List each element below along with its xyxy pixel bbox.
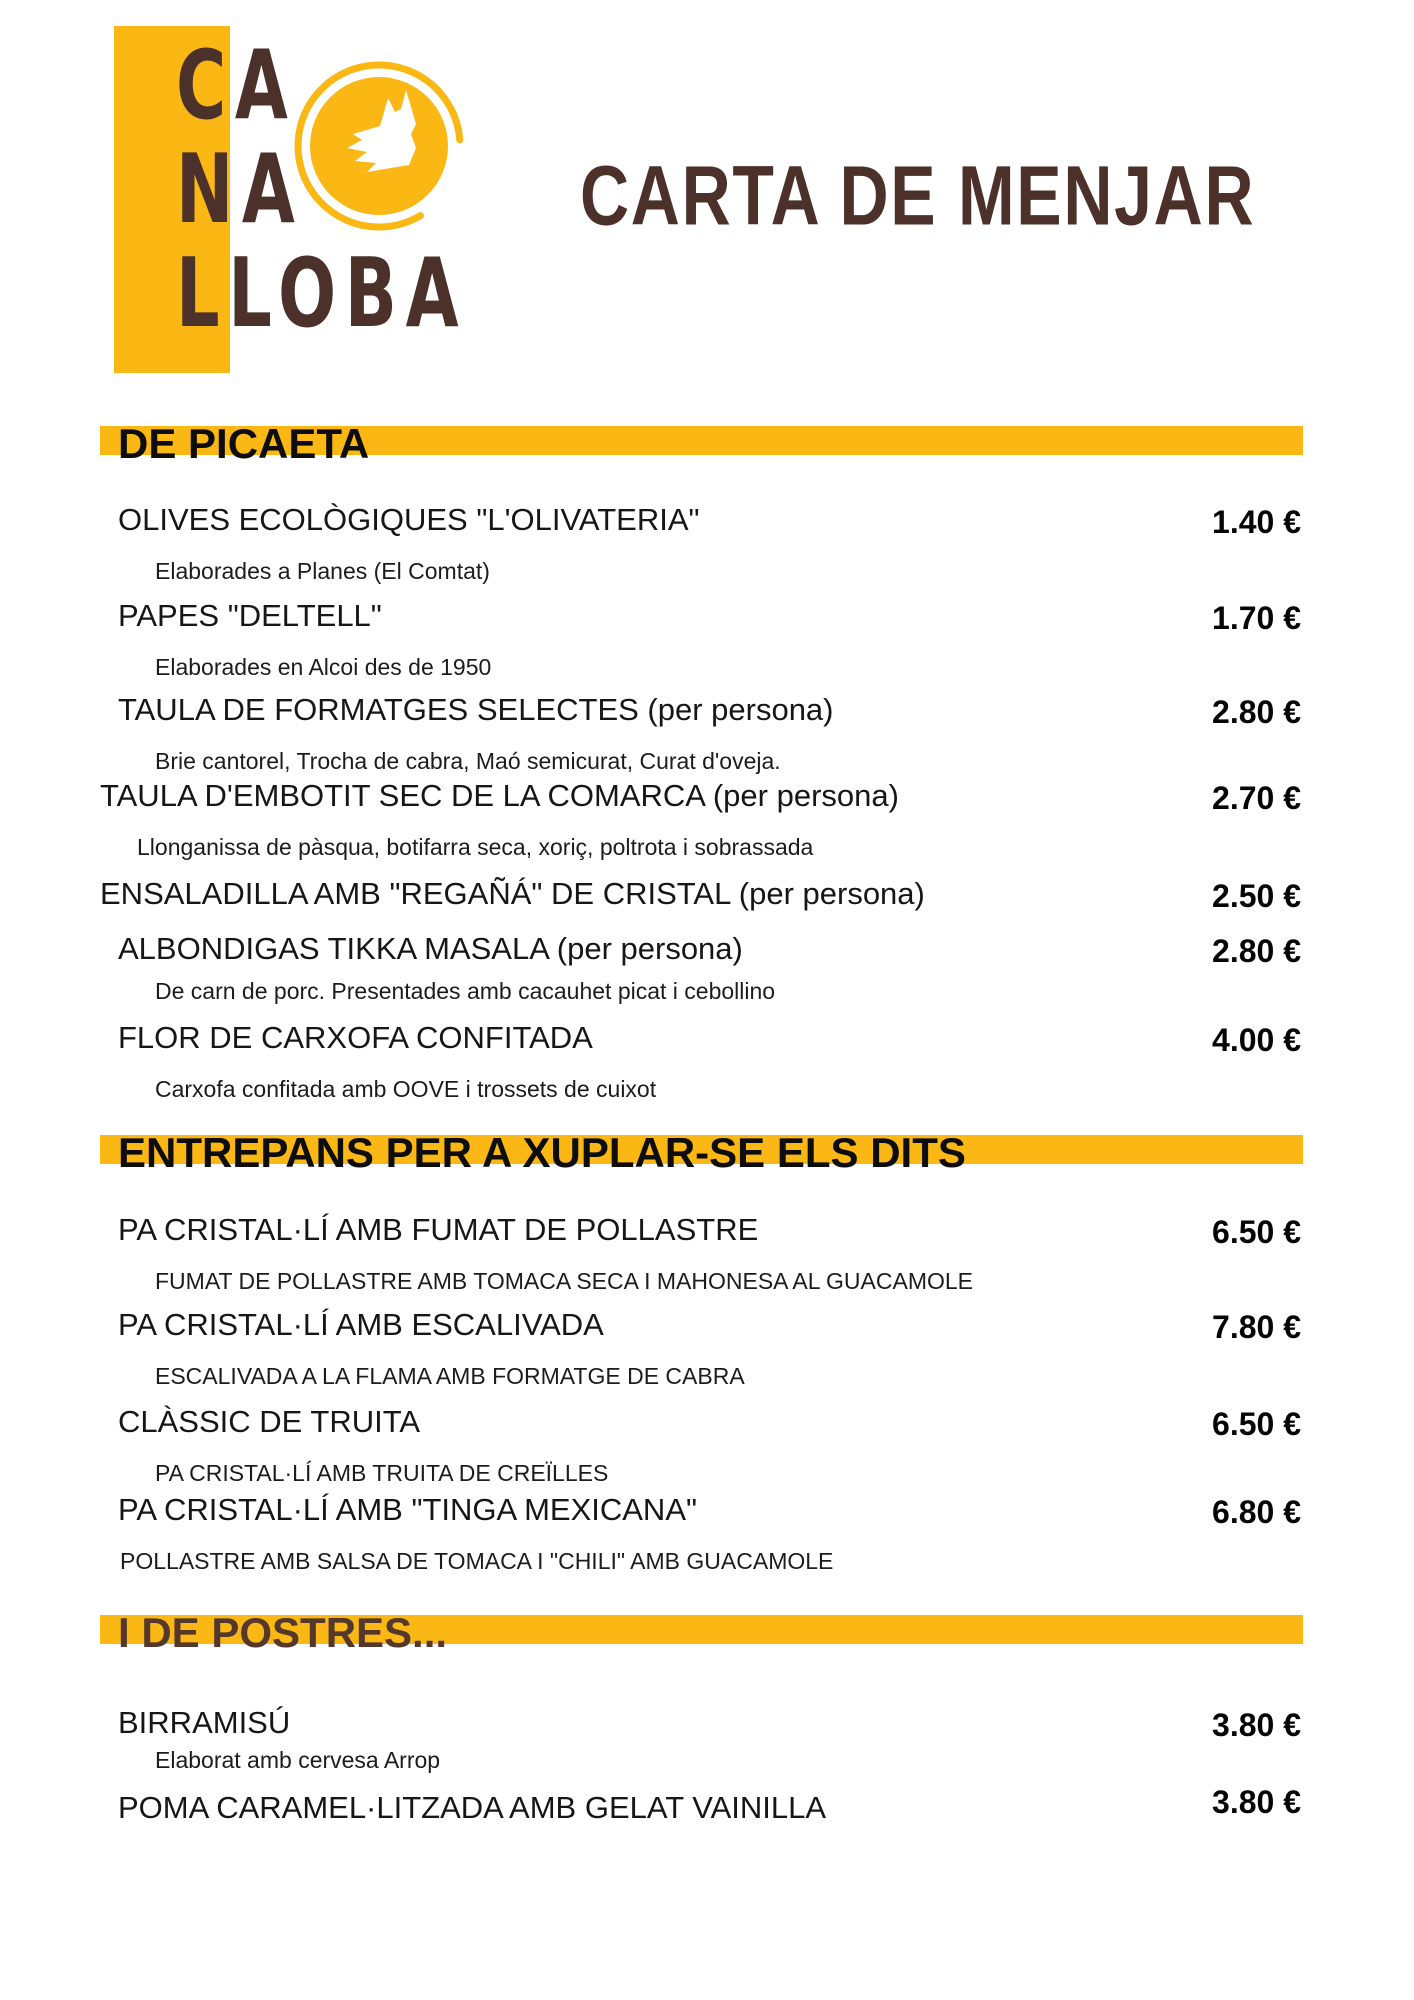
menu-item-desc: POLLASTRE AMB SALSA DE TOMACA I "CHILI" AMB GUACAMOLE bbox=[120, 1548, 834, 1574]
menu-item-desc: Brie cantorel, Trocha de cabra, Maó semicurat, Curat d'oveja. bbox=[155, 748, 781, 774]
page-title: CARTA DE MENJAR bbox=[580, 149, 1256, 243]
menu-item-price: 2.80 € bbox=[1212, 933, 1301, 969]
menu-item-desc: Llonganissa de pàsqua, botifarra seca, xoriç, poltrota i sobrassada bbox=[137, 834, 814, 860]
brand-line-1: CA bbox=[176, 31, 297, 141]
menu-item-desc: Elaborat amb cervesa Arrop bbox=[155, 1747, 441, 1773]
menu-item-price: 6.50 € bbox=[1212, 1214, 1301, 1250]
menu-item bbox=[100, 1305, 1303, 1390]
menu-item-name: TAULA D'EMBOTIT SEC DE LA COMARCA (per persona) bbox=[100, 778, 899, 813]
menu-item-price: 1.40 € bbox=[1212, 504, 1301, 540]
menu-item bbox=[100, 690, 1303, 775]
section-title: I DE POSTRES... bbox=[118, 1609, 448, 1656]
menu-item-name: ENSALADILLA AMB "REGAÑÁ" DE CRISTAL (per persona) bbox=[100, 876, 925, 911]
section-band-postres bbox=[100, 1609, 1303, 1656]
menu-item bbox=[100, 1210, 1303, 1295]
section-title: DE PICAETA bbox=[118, 420, 370, 467]
menu-item-price: 7.80 € bbox=[1212, 1309, 1301, 1345]
menu-item-desc: Elaborades a Planes (El Comtat) bbox=[155, 558, 490, 584]
menu-item-price: 3.80 € bbox=[1212, 1784, 1301, 1820]
menu-item-name: CLÀSSIC DE TRUITA bbox=[118, 1404, 421, 1439]
menu-item bbox=[100, 1402, 1303, 1487]
menu-item-price: 4.00 € bbox=[1212, 1022, 1301, 1058]
menu-item bbox=[100, 1490, 1303, 1575]
section-band-entrepans bbox=[100, 1129, 1303, 1176]
menu-item-price: 3.80 € bbox=[1212, 1707, 1301, 1743]
menu-item bbox=[100, 1703, 1303, 1774]
menu-item bbox=[100, 1784, 1303, 1828]
menu-item bbox=[100, 929, 1303, 1005]
menu-item-desc: De carn de porc. Presentades amb cacauhet picat i cebollino bbox=[155, 978, 776, 1004]
menu-item-name: OLIVES ECOLÒGIQUES "L'OLIVATERIA" bbox=[118, 502, 700, 537]
menu-item-desc: ESCALIVADA A LA FLAMA AMB FORMATGE DE CABRA bbox=[155, 1363, 745, 1389]
wolf-head-icon bbox=[291, 58, 467, 234]
menu-item-name: TAULA DE FORMATGES SELECTES (per persona) bbox=[118, 692, 834, 727]
menu-item-price: 2.50 € bbox=[1212, 878, 1301, 914]
menu-item-price: 1.70 € bbox=[1212, 600, 1301, 636]
menu-item-name: PA CRISTAL·LÍ AMB ESCALIVADA bbox=[118, 1307, 604, 1342]
menu-item-name: PA CRISTAL·LÍ AMB "TINGA MEXICANA" bbox=[118, 1492, 697, 1527]
menu-item-desc: FUMAT DE POLLASTRE AMB TOMACA SECA I MAHONESA AL GUACAMOLE bbox=[155, 1268, 974, 1294]
menu-item-desc: Elaborades en Alcoi des de 1950 bbox=[155, 654, 492, 680]
menu-item-name: POMA CARAMEL·LITZADA AMB GELAT VAINILLA bbox=[118, 1790, 827, 1825]
brand-line-2: NA bbox=[176, 135, 304, 245]
section-title: ENTREPANS PER A XUPLAR-SE ELS DITS bbox=[118, 1129, 966, 1176]
menu-item bbox=[100, 500, 1303, 585]
menu-item-name: FLOR DE CARXOFA CONFITADA bbox=[118, 1020, 593, 1055]
menu-item-price: 6.50 € bbox=[1212, 1406, 1301, 1442]
menu-item bbox=[100, 596, 1303, 681]
menu-item-price: 2.70 € bbox=[1212, 780, 1301, 816]
menu-item-name: ALBONDIGAS TIKKA MASALA (per persona) bbox=[118, 931, 743, 966]
menu-item bbox=[100, 776, 1303, 861]
menu-item-name: PAPES "DELTELL" bbox=[118, 598, 382, 633]
menu-item-name: PA CRISTAL·LÍ AMB FUMAT DE POLLASTRE bbox=[118, 1212, 759, 1247]
brand-line-3: LLOBA bbox=[176, 239, 468, 349]
menu-item bbox=[100, 1018, 1303, 1103]
menu-item-name: BIRRAMISÚ bbox=[118, 1705, 291, 1740]
section-band-de-picaeta bbox=[100, 420, 1303, 467]
menu-item bbox=[100, 874, 1303, 914]
menu-item-price: 6.80 € bbox=[1212, 1494, 1301, 1530]
menu-item-desc: Carxofa confitada amb OOVE i trossets de cuixot bbox=[155, 1076, 657, 1102]
menu-item-desc: PA CRISTAL·LÍ AMB TRUITA DE CREÏLLES bbox=[155, 1460, 609, 1486]
menu-item-price: 2.80 € bbox=[1212, 694, 1301, 730]
